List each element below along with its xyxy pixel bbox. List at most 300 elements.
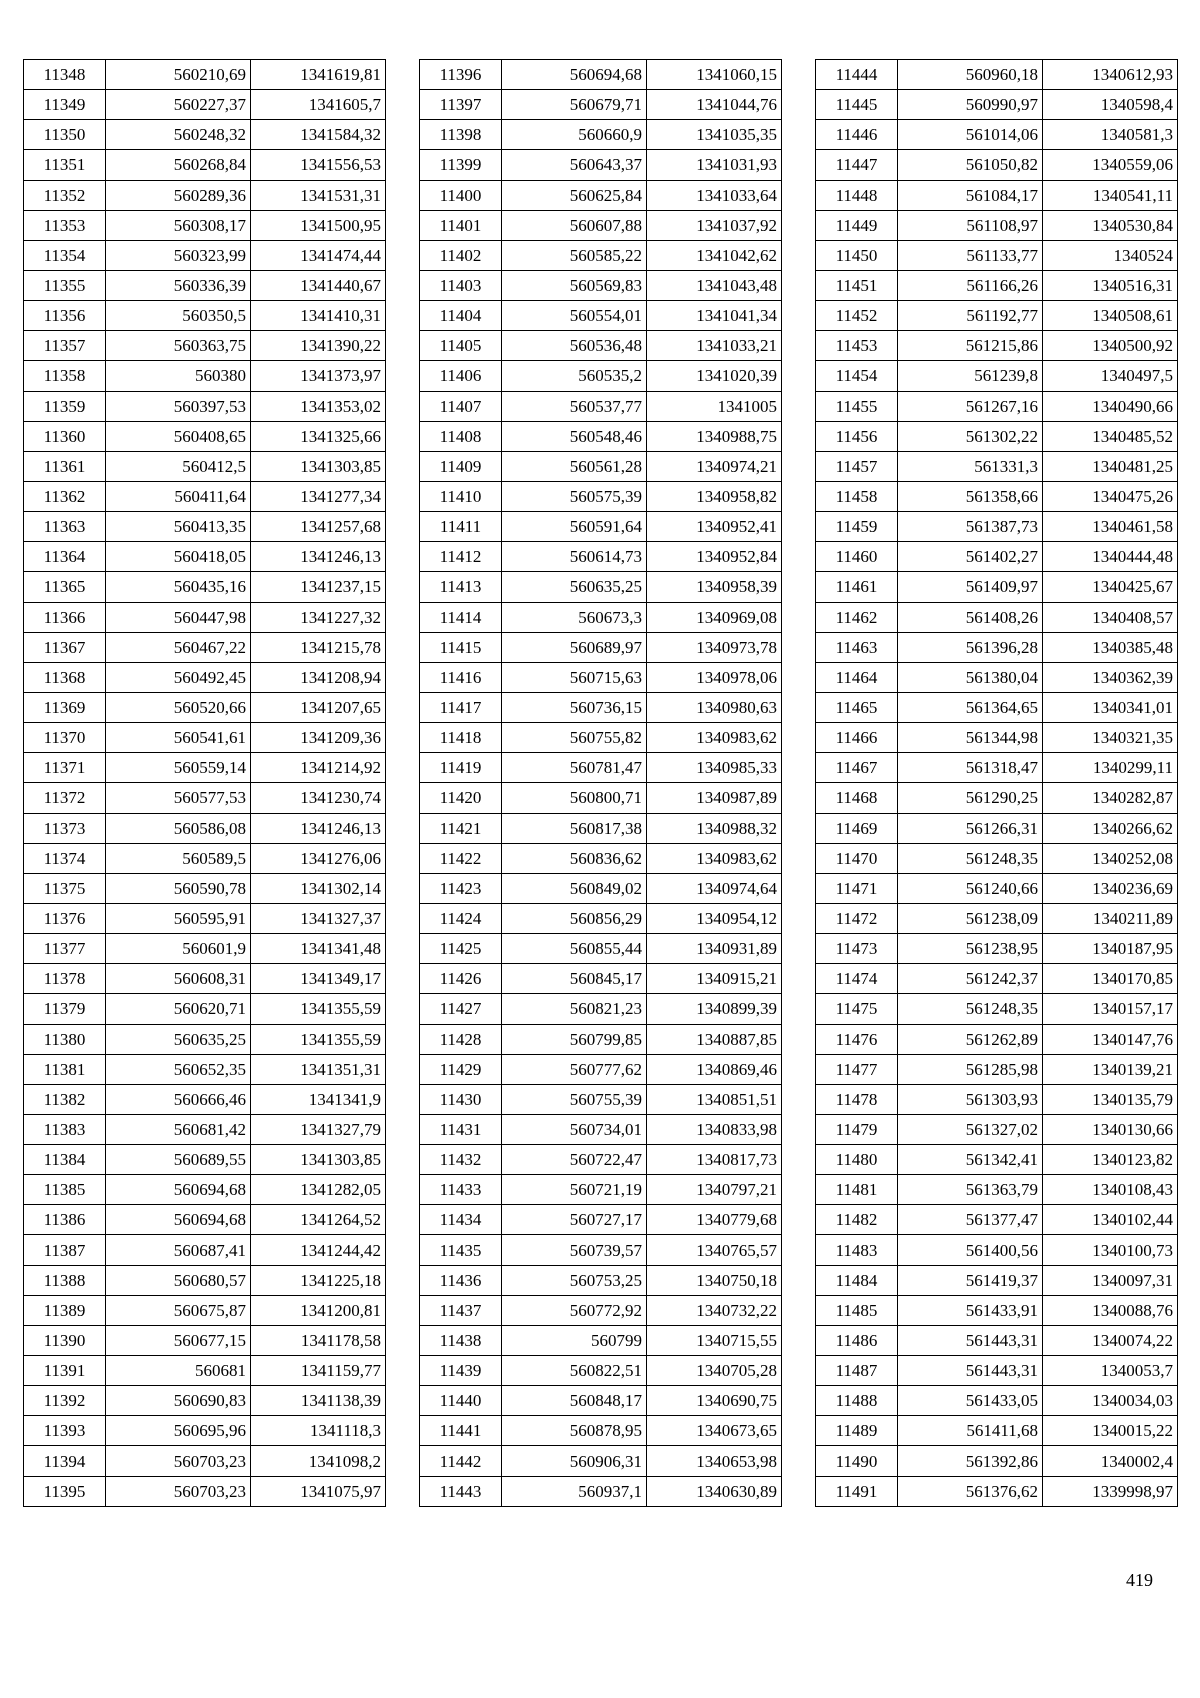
x-coordinate-cell: 560635,25 bbox=[106, 1024, 251, 1054]
point-number-cell: 11421 bbox=[420, 813, 502, 843]
point-number-cell: 11404 bbox=[420, 301, 502, 331]
y-coordinate-cell: 1340524 bbox=[1043, 240, 1178, 270]
y-coordinate-cell: 1340779,68 bbox=[647, 1205, 782, 1235]
table-row bbox=[24, 1386, 386, 1416]
point-number-cell: 11388 bbox=[24, 1265, 106, 1295]
point-number-cell: 11391 bbox=[24, 1356, 106, 1386]
y-coordinate-cell: 1340817,73 bbox=[647, 1145, 782, 1175]
table-row bbox=[24, 120, 386, 150]
x-coordinate-cell: 560822,51 bbox=[502, 1356, 647, 1386]
x-coordinate-cell: 561192,77 bbox=[898, 301, 1043, 331]
point-number-cell: 11413 bbox=[420, 572, 502, 602]
point-number-cell: 11468 bbox=[816, 783, 898, 813]
point-number-cell: 11364 bbox=[24, 542, 106, 572]
point-number-cell: 11429 bbox=[420, 1054, 502, 1084]
table-row bbox=[24, 1416, 386, 1446]
table-row bbox=[420, 1175, 782, 1205]
y-coordinate-cell: 1341302,14 bbox=[251, 873, 386, 903]
x-coordinate-cell: 561408,26 bbox=[898, 602, 1043, 632]
table-row bbox=[24, 270, 386, 300]
y-coordinate-cell: 1340088,76 bbox=[1043, 1295, 1178, 1325]
x-coordinate-cell: 560689,55 bbox=[106, 1145, 251, 1175]
y-coordinate-cell: 1340983,62 bbox=[647, 843, 782, 873]
y-coordinate-cell: 1340530,84 bbox=[1043, 210, 1178, 240]
x-coordinate-cell: 561248,35 bbox=[898, 994, 1043, 1024]
table-row bbox=[24, 632, 386, 662]
x-coordinate-cell: 561419,37 bbox=[898, 1265, 1043, 1295]
table-row bbox=[816, 753, 1178, 783]
table-row bbox=[420, 753, 782, 783]
x-coordinate-cell: 560821,23 bbox=[502, 994, 647, 1024]
x-coordinate-cell: 561411,68 bbox=[898, 1416, 1043, 1446]
point-number-cell: 11401 bbox=[420, 210, 502, 240]
table-row bbox=[420, 1416, 782, 1446]
point-number-cell: 11370 bbox=[24, 723, 106, 753]
table-row bbox=[420, 903, 782, 933]
coordinate-table-3 bbox=[815, 59, 1178, 1507]
y-coordinate-cell: 1341031,93 bbox=[647, 150, 782, 180]
point-number-cell: 11460 bbox=[816, 542, 898, 572]
table-row bbox=[420, 632, 782, 662]
x-coordinate-cell: 561443,31 bbox=[898, 1356, 1043, 1386]
y-coordinate-cell: 1340508,61 bbox=[1043, 301, 1178, 331]
table-row bbox=[420, 602, 782, 632]
x-coordinate-cell: 560695,96 bbox=[106, 1416, 251, 1446]
table-row bbox=[24, 1476, 386, 1506]
table-row bbox=[420, 723, 782, 753]
table-row bbox=[816, 361, 1178, 391]
point-number-cell: 11417 bbox=[420, 692, 502, 722]
table-row bbox=[816, 180, 1178, 210]
x-coordinate-cell: 561238,09 bbox=[898, 903, 1043, 933]
point-number-cell: 11384 bbox=[24, 1145, 106, 1175]
point-number-cell: 11428 bbox=[420, 1024, 502, 1054]
table-row bbox=[420, 421, 782, 451]
y-coordinate-cell: 1340931,89 bbox=[647, 934, 782, 964]
point-number-cell: 11486 bbox=[816, 1325, 898, 1355]
y-coordinate-cell: 1340987,89 bbox=[647, 783, 782, 813]
point-number-cell: 11371 bbox=[24, 753, 106, 783]
x-coordinate-cell: 560418,05 bbox=[106, 542, 251, 572]
point-number-cell: 11410 bbox=[420, 481, 502, 511]
x-coordinate-cell: 560666,46 bbox=[106, 1084, 251, 1114]
y-coordinate-cell: 1340266,62 bbox=[1043, 813, 1178, 843]
table-row bbox=[816, 512, 1178, 542]
x-coordinate-cell: 560575,39 bbox=[502, 481, 647, 511]
point-number-cell: 11387 bbox=[24, 1235, 106, 1265]
y-coordinate-cell: 1340541,11 bbox=[1043, 180, 1178, 210]
y-coordinate-cell: 1341225,18 bbox=[251, 1265, 386, 1295]
y-coordinate-cell: 1340887,85 bbox=[647, 1024, 782, 1054]
table-row bbox=[420, 1145, 782, 1175]
y-coordinate-cell: 1341060,15 bbox=[647, 60, 782, 90]
point-number-cell: 11466 bbox=[816, 723, 898, 753]
x-coordinate-cell: 560210,69 bbox=[106, 60, 251, 90]
table-row bbox=[816, 1325, 1178, 1355]
y-coordinate-cell: 1340690,75 bbox=[647, 1386, 782, 1416]
y-coordinate-cell: 1340673,65 bbox=[647, 1416, 782, 1446]
point-number-cell: 11369 bbox=[24, 692, 106, 722]
table-row bbox=[420, 813, 782, 843]
table-row bbox=[24, 662, 386, 692]
point-number-cell: 11399 bbox=[420, 150, 502, 180]
point-number-cell: 11462 bbox=[816, 602, 898, 632]
y-coordinate-cell: 1340170,85 bbox=[1043, 964, 1178, 994]
point-number-cell: 11491 bbox=[816, 1476, 898, 1506]
table-row bbox=[420, 1024, 782, 1054]
point-number-cell: 11446 bbox=[816, 120, 898, 150]
y-coordinate-cell: 1340321,35 bbox=[1043, 723, 1178, 753]
y-coordinate-cell: 1341355,59 bbox=[251, 994, 386, 1024]
point-number-cell: 11489 bbox=[816, 1416, 898, 1446]
point-number-cell: 11458 bbox=[816, 481, 898, 511]
table-row bbox=[816, 331, 1178, 361]
y-coordinate-cell: 1341277,34 bbox=[251, 481, 386, 511]
x-coordinate-cell: 560722,47 bbox=[502, 1145, 647, 1175]
point-number-cell: 11357 bbox=[24, 331, 106, 361]
y-coordinate-cell: 1340481,25 bbox=[1043, 451, 1178, 481]
point-number-cell: 11355 bbox=[24, 270, 106, 300]
table-row bbox=[24, 994, 386, 1024]
point-number-cell: 11448 bbox=[816, 180, 898, 210]
table-row bbox=[420, 270, 782, 300]
y-coordinate-cell: 1341605,7 bbox=[251, 90, 386, 120]
y-coordinate-cell: 1341244,42 bbox=[251, 1235, 386, 1265]
x-coordinate-cell: 560577,53 bbox=[106, 783, 251, 813]
point-number-cell: 11377 bbox=[24, 934, 106, 964]
table-row bbox=[420, 1295, 782, 1325]
y-coordinate-cell: 1340958,39 bbox=[647, 572, 782, 602]
y-coordinate-cell: 1341474,44 bbox=[251, 240, 386, 270]
x-coordinate-cell: 560595,91 bbox=[106, 903, 251, 933]
y-coordinate-cell: 1339998,97 bbox=[1043, 1476, 1178, 1506]
y-coordinate-cell: 1340299,11 bbox=[1043, 753, 1178, 783]
y-coordinate-cell: 1341303,85 bbox=[251, 1145, 386, 1175]
table-row bbox=[420, 150, 782, 180]
table-row bbox=[24, 572, 386, 602]
point-number-cell: 11412 bbox=[420, 542, 502, 572]
x-coordinate-cell: 561215,86 bbox=[898, 331, 1043, 361]
x-coordinate-cell: 561358,66 bbox=[898, 481, 1043, 511]
y-coordinate-cell: 1341227,32 bbox=[251, 602, 386, 632]
point-number-cell: 11472 bbox=[816, 903, 898, 933]
y-coordinate-cell: 1341341,48 bbox=[251, 934, 386, 964]
y-coordinate-cell: 1340612,93 bbox=[1043, 60, 1178, 90]
x-coordinate-cell: 560694,68 bbox=[106, 1175, 251, 1205]
table-row bbox=[420, 692, 782, 722]
x-coordinate-cell: 561331,3 bbox=[898, 451, 1043, 481]
table-row bbox=[816, 1054, 1178, 1084]
y-coordinate-cell: 1340978,06 bbox=[647, 662, 782, 692]
point-number-cell: 11471 bbox=[816, 873, 898, 903]
point-number-cell: 11395 bbox=[24, 1476, 106, 1506]
x-coordinate-cell: 561376,62 bbox=[898, 1476, 1043, 1506]
table-row bbox=[24, 1356, 386, 1386]
point-number-cell: 11490 bbox=[816, 1446, 898, 1476]
point-number-cell: 11459 bbox=[816, 512, 898, 542]
table-row bbox=[420, 361, 782, 391]
point-number-cell: 11488 bbox=[816, 1386, 898, 1416]
table-row bbox=[24, 421, 386, 451]
point-number-cell: 11360 bbox=[24, 421, 106, 451]
x-coordinate-cell: 560694,68 bbox=[502, 60, 647, 90]
x-coordinate-cell: 560694,68 bbox=[106, 1205, 251, 1235]
y-coordinate-cell: 1340497,5 bbox=[1043, 361, 1178, 391]
x-coordinate-cell: 560721,19 bbox=[502, 1175, 647, 1205]
x-coordinate-cell: 560753,25 bbox=[502, 1265, 647, 1295]
table-row bbox=[420, 934, 782, 964]
table-row bbox=[24, 1265, 386, 1295]
x-coordinate-cell: 561387,73 bbox=[898, 512, 1043, 542]
x-coordinate-cell: 561133,77 bbox=[898, 240, 1043, 270]
point-number-cell: 11444 bbox=[816, 60, 898, 90]
point-number-cell: 11447 bbox=[816, 150, 898, 180]
x-coordinate-cell: 560397,53 bbox=[106, 391, 251, 421]
table-row bbox=[24, 512, 386, 542]
y-coordinate-cell: 1340952,84 bbox=[647, 542, 782, 572]
table-row bbox=[24, 90, 386, 120]
y-coordinate-cell: 1341098,2 bbox=[251, 1446, 386, 1476]
point-number-cell: 11407 bbox=[420, 391, 502, 421]
y-coordinate-cell: 1341037,92 bbox=[647, 210, 782, 240]
x-coordinate-cell: 560412,5 bbox=[106, 451, 251, 481]
point-number-cell: 11372 bbox=[24, 783, 106, 813]
point-number-cell: 11394 bbox=[24, 1446, 106, 1476]
x-coordinate-cell: 561392,86 bbox=[898, 1446, 1043, 1476]
y-coordinate-cell: 1340500,92 bbox=[1043, 331, 1178, 361]
y-coordinate-cell: 1340581,3 bbox=[1043, 120, 1178, 150]
table-row bbox=[816, 1416, 1178, 1446]
x-coordinate-cell: 560817,38 bbox=[502, 813, 647, 843]
y-coordinate-cell: 1341584,32 bbox=[251, 120, 386, 150]
table-row bbox=[420, 1265, 782, 1295]
x-coordinate-cell: 560689,97 bbox=[502, 632, 647, 662]
x-coordinate-cell: 561318,47 bbox=[898, 753, 1043, 783]
y-coordinate-cell: 1341214,92 bbox=[251, 753, 386, 783]
table-row bbox=[816, 240, 1178, 270]
y-coordinate-cell: 1341209,36 bbox=[251, 723, 386, 753]
point-number-cell: 11454 bbox=[816, 361, 898, 391]
x-coordinate-cell: 560836,62 bbox=[502, 843, 647, 873]
y-coordinate-cell: 1340074,22 bbox=[1043, 1325, 1178, 1355]
x-coordinate-cell: 560777,62 bbox=[502, 1054, 647, 1084]
point-number-cell: 11483 bbox=[816, 1235, 898, 1265]
point-number-cell: 11436 bbox=[420, 1265, 502, 1295]
table-row bbox=[816, 1024, 1178, 1054]
y-coordinate-cell: 1340974,64 bbox=[647, 873, 782, 903]
table-row bbox=[816, 1295, 1178, 1325]
table-row bbox=[24, 813, 386, 843]
y-coordinate-cell: 1341327,37 bbox=[251, 903, 386, 933]
table-row bbox=[420, 843, 782, 873]
y-coordinate-cell: 1341208,94 bbox=[251, 662, 386, 692]
table-row bbox=[816, 994, 1178, 1024]
x-coordinate-cell: 560447,98 bbox=[106, 602, 251, 632]
point-number-cell: 11359 bbox=[24, 391, 106, 421]
point-number-cell: 11439 bbox=[420, 1356, 502, 1386]
y-coordinate-cell: 1340123,82 bbox=[1043, 1145, 1178, 1175]
y-coordinate-cell: 1341044,76 bbox=[647, 90, 782, 120]
y-coordinate-cell: 1341178,58 bbox=[251, 1325, 386, 1355]
table-row bbox=[816, 843, 1178, 873]
point-number-cell: 11400 bbox=[420, 180, 502, 210]
y-coordinate-cell: 1340341,01 bbox=[1043, 692, 1178, 722]
table-row bbox=[816, 723, 1178, 753]
table-row bbox=[420, 512, 782, 542]
y-coordinate-cell: 1340139,21 bbox=[1043, 1054, 1178, 1084]
x-coordinate-cell: 560614,73 bbox=[502, 542, 647, 572]
x-coordinate-cell: 560799,85 bbox=[502, 1024, 647, 1054]
point-number-cell: 11427 bbox=[420, 994, 502, 1024]
table-row bbox=[420, 964, 782, 994]
table-row bbox=[24, 391, 386, 421]
y-coordinate-cell: 1341035,35 bbox=[647, 120, 782, 150]
y-coordinate-cell: 1340516,31 bbox=[1043, 270, 1178, 300]
y-coordinate-cell: 1341237,15 bbox=[251, 572, 386, 602]
y-coordinate-cell: 1341282,05 bbox=[251, 1175, 386, 1205]
y-coordinate-cell: 1340750,18 bbox=[647, 1265, 782, 1295]
y-coordinate-cell: 1340425,67 bbox=[1043, 572, 1178, 602]
x-coordinate-cell: 560520,66 bbox=[106, 692, 251, 722]
point-number-cell: 11470 bbox=[816, 843, 898, 873]
x-coordinate-cell: 560536,48 bbox=[502, 331, 647, 361]
table-row bbox=[420, 451, 782, 481]
y-coordinate-cell: 1341246,13 bbox=[251, 813, 386, 843]
x-coordinate-cell: 560703,23 bbox=[106, 1476, 251, 1506]
table-row bbox=[24, 542, 386, 572]
x-coordinate-cell: 560736,15 bbox=[502, 692, 647, 722]
x-coordinate-cell: 561364,65 bbox=[898, 692, 1043, 722]
y-coordinate-cell: 1341246,13 bbox=[251, 542, 386, 572]
point-number-cell: 11450 bbox=[816, 240, 898, 270]
x-coordinate-cell: 561344,98 bbox=[898, 723, 1043, 753]
y-coordinate-cell: 1340705,28 bbox=[647, 1356, 782, 1386]
x-coordinate-cell: 560569,83 bbox=[502, 270, 647, 300]
x-coordinate-cell: 560675,87 bbox=[106, 1295, 251, 1325]
y-coordinate-cell: 1340958,82 bbox=[647, 481, 782, 511]
table-row bbox=[816, 1235, 1178, 1265]
table-row bbox=[420, 1325, 782, 1355]
x-coordinate-cell: 560673,3 bbox=[502, 602, 647, 632]
point-number-cell: 11452 bbox=[816, 301, 898, 331]
point-number-cell: 11354 bbox=[24, 240, 106, 270]
x-coordinate-cell: 560541,61 bbox=[106, 723, 251, 753]
table-row bbox=[816, 692, 1178, 722]
table-row bbox=[816, 1356, 1178, 1386]
point-number-cell: 11423 bbox=[420, 873, 502, 903]
table-row bbox=[816, 934, 1178, 964]
y-coordinate-cell: 1340899,39 bbox=[647, 994, 782, 1024]
point-number-cell: 11402 bbox=[420, 240, 502, 270]
y-coordinate-cell: 1341041,34 bbox=[647, 301, 782, 331]
point-number-cell: 11392 bbox=[24, 1386, 106, 1416]
point-number-cell: 11367 bbox=[24, 632, 106, 662]
y-coordinate-cell: 1340985,33 bbox=[647, 753, 782, 783]
point-number-cell: 11435 bbox=[420, 1235, 502, 1265]
x-coordinate-cell: 561303,93 bbox=[898, 1084, 1043, 1114]
x-coordinate-cell: 561238,95 bbox=[898, 934, 1043, 964]
x-coordinate-cell: 560323,99 bbox=[106, 240, 251, 270]
x-coordinate-cell: 560350,5 bbox=[106, 301, 251, 331]
table-row bbox=[420, 331, 782, 361]
table-row bbox=[420, 873, 782, 903]
x-coordinate-cell: 561242,37 bbox=[898, 964, 1043, 994]
x-coordinate-cell: 560677,15 bbox=[106, 1325, 251, 1355]
table-row bbox=[24, 481, 386, 511]
point-number-cell: 11426 bbox=[420, 964, 502, 994]
point-number-cell: 11390 bbox=[24, 1325, 106, 1355]
y-coordinate-cell: 1340097,31 bbox=[1043, 1265, 1178, 1295]
table-row bbox=[420, 481, 782, 511]
point-number-cell: 11455 bbox=[816, 391, 898, 421]
table-row bbox=[420, 1084, 782, 1114]
table-row bbox=[420, 1386, 782, 1416]
point-number-cell: 11437 bbox=[420, 1295, 502, 1325]
x-coordinate-cell: 560681,42 bbox=[106, 1114, 251, 1144]
y-coordinate-cell: 1340147,76 bbox=[1043, 1024, 1178, 1054]
y-coordinate-cell: 1341230,74 bbox=[251, 783, 386, 813]
x-coordinate-cell: 560755,39 bbox=[502, 1084, 647, 1114]
x-coordinate-cell: 561342,41 bbox=[898, 1145, 1043, 1175]
y-coordinate-cell: 1341355,59 bbox=[251, 1024, 386, 1054]
x-coordinate-cell: 560772,92 bbox=[502, 1295, 647, 1325]
y-coordinate-cell: 1341042,62 bbox=[647, 240, 782, 270]
table-row bbox=[420, 783, 782, 813]
table-row bbox=[816, 301, 1178, 331]
table-row bbox=[816, 1114, 1178, 1144]
y-coordinate-cell: 1340461,58 bbox=[1043, 512, 1178, 542]
x-coordinate-cell: 560561,28 bbox=[502, 451, 647, 481]
point-number-cell: 11475 bbox=[816, 994, 898, 1024]
x-coordinate-cell: 561239,8 bbox=[898, 361, 1043, 391]
y-coordinate-cell: 1340211,89 bbox=[1043, 903, 1178, 933]
x-coordinate-cell: 560849,02 bbox=[502, 873, 647, 903]
x-coordinate-cell: 561327,02 bbox=[898, 1114, 1043, 1144]
y-coordinate-cell: 1341349,17 bbox=[251, 964, 386, 994]
point-number-cell: 11432 bbox=[420, 1145, 502, 1175]
x-coordinate-cell: 561267,16 bbox=[898, 391, 1043, 421]
table-row bbox=[816, 391, 1178, 421]
x-coordinate-cell: 561302,22 bbox=[898, 421, 1043, 451]
table-row bbox=[24, 210, 386, 240]
x-coordinate-cell: 560608,31 bbox=[106, 964, 251, 994]
table-row bbox=[24, 1054, 386, 1084]
y-coordinate-cell: 1341353,02 bbox=[251, 391, 386, 421]
x-coordinate-cell: 560591,64 bbox=[502, 512, 647, 542]
x-coordinate-cell: 560492,45 bbox=[106, 662, 251, 692]
y-coordinate-cell: 1341033,64 bbox=[647, 180, 782, 210]
point-number-cell: 11378 bbox=[24, 964, 106, 994]
x-coordinate-cell: 560308,17 bbox=[106, 210, 251, 240]
point-number-cell: 11368 bbox=[24, 662, 106, 692]
table-row bbox=[24, 1325, 386, 1355]
point-number-cell: 11474 bbox=[816, 964, 898, 994]
point-number-cell: 11416 bbox=[420, 662, 502, 692]
x-coordinate-cell: 560435,16 bbox=[106, 572, 251, 602]
coordinate-table-1 bbox=[23, 59, 386, 1507]
x-coordinate-cell: 560652,35 bbox=[106, 1054, 251, 1084]
table-row bbox=[816, 542, 1178, 572]
y-coordinate-cell: 1340973,78 bbox=[647, 632, 782, 662]
point-number-cell: 11438 bbox=[420, 1325, 502, 1355]
point-number-cell: 11348 bbox=[24, 60, 106, 90]
point-number-cell: 11443 bbox=[420, 1476, 502, 1506]
point-number-cell: 11415 bbox=[420, 632, 502, 662]
x-coordinate-cell: 561108,97 bbox=[898, 210, 1043, 240]
y-coordinate-cell: 1340100,73 bbox=[1043, 1235, 1178, 1265]
table-row bbox=[24, 843, 386, 873]
y-coordinate-cell: 1340015,22 bbox=[1043, 1416, 1178, 1446]
